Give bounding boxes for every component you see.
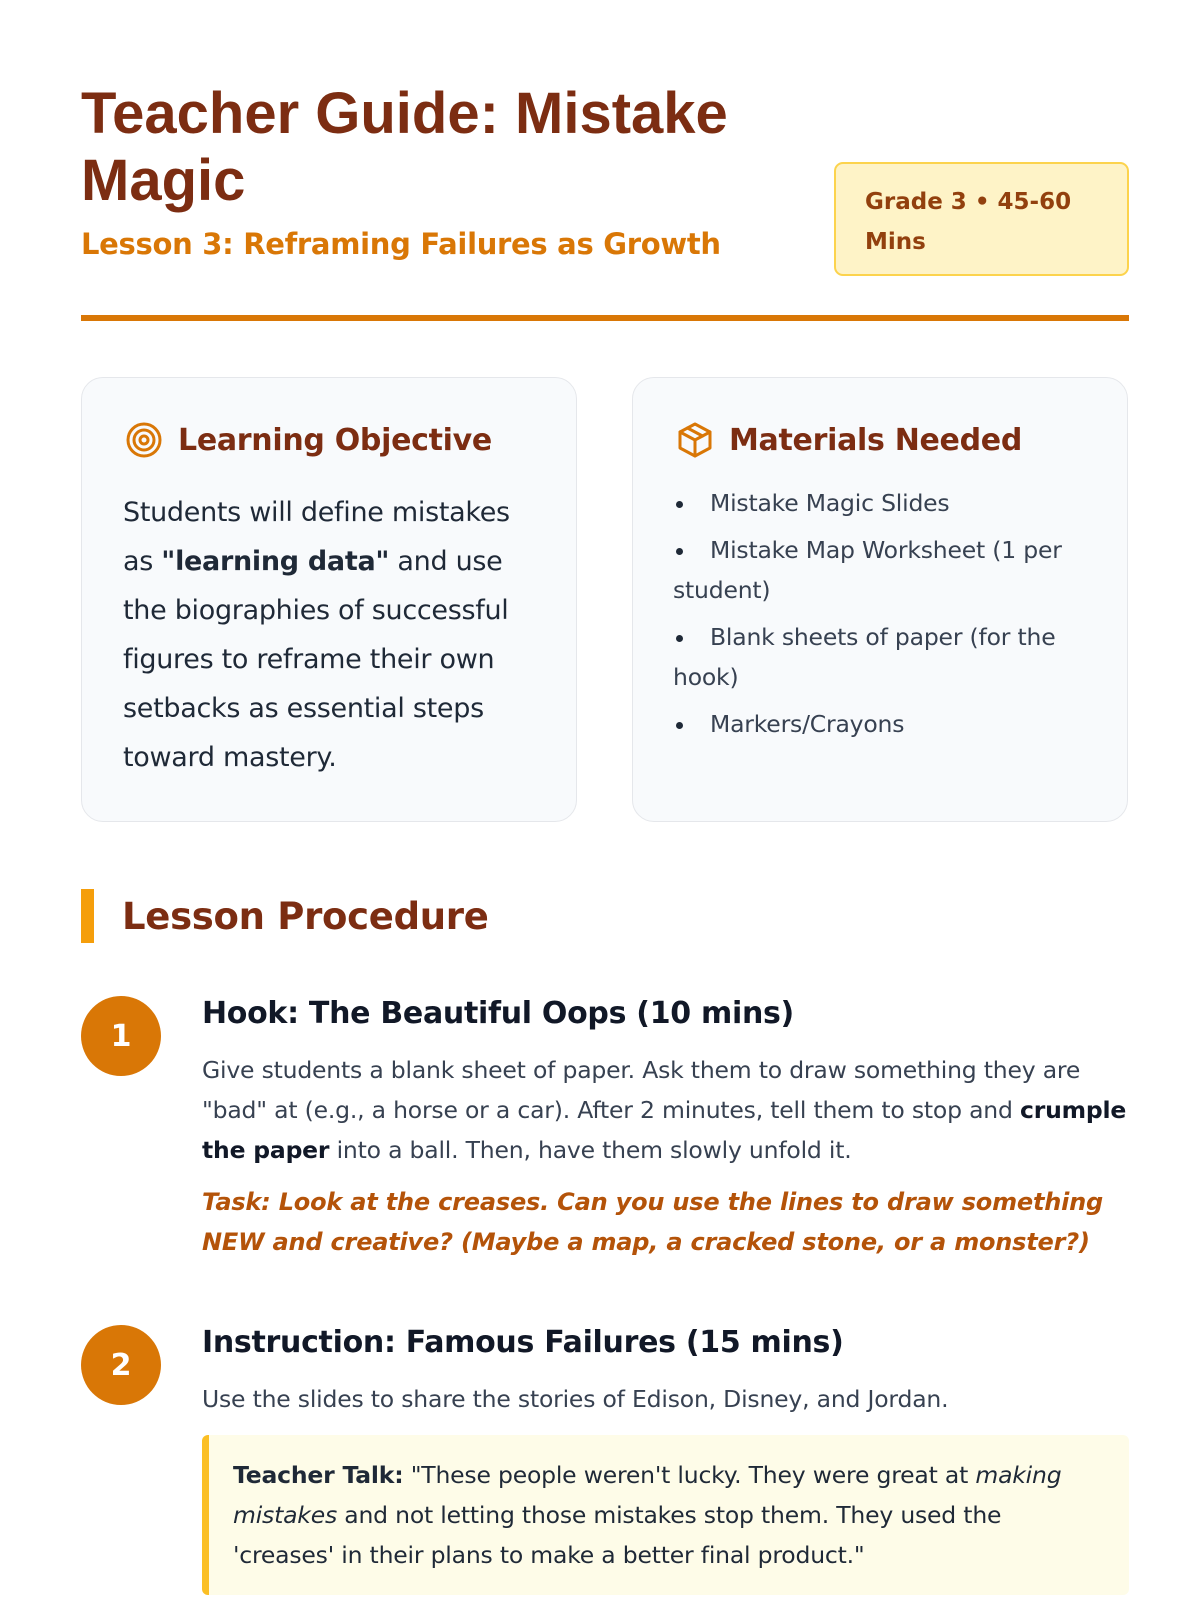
learning-objective-heading: Learning Objective (178, 422, 492, 458)
learning-objective-card (81, 377, 577, 822)
list-item: Mistake Map Worksheet (1 per student) (673, 530, 1103, 610)
box-icon (675, 420, 715, 460)
teacher-talk-label: Teacher Talk: (233, 1461, 404, 1489)
making-mistakes-emphasis: making mistakes (233, 1461, 1062, 1529)
lesson-procedure-heading (81, 889, 489, 943)
step-number-badge: 2 (81, 1325, 161, 1405)
page-title: Teacher Guide: Mistake Magic (81, 81, 728, 213)
step-title: Instruction: Famous Failures (15 mins) (202, 1325, 844, 1360)
list-item: Mistake Magic Slides (673, 483, 1103, 523)
step-description: Use the slides to share the stories of Edison, Disney, and Jordan. (202, 1385, 949, 1413)
target-icon (124, 420, 164, 460)
teacher-talk-callout: Teacher Talk: "These people weren't lucky. They were great at making mistakes and not letting those mistakes stop them. They used the 'creases' in their plans to make a better final product." (202, 1435, 1129, 1595)
grade-duration-badge: Grade 3 • 45-60 Mins (834, 162, 1129, 276)
list-item: Blank sheets of paper (for the hook) (673, 617, 1103, 697)
step-title: Hook: The Beautiful Oops (10 mins) (202, 996, 794, 1031)
page-header (81, 80, 1129, 324)
lesson-subtitle: Lesson 3: Reframing Failures as Growth (81, 227, 721, 261)
step-content (202, 1325, 1129, 1595)
materials-list (673, 483, 1103, 751)
learning-data-emphasis: "learning data" (161, 546, 390, 577)
materials-heading: Materials Needed (729, 422, 1022, 458)
materials-card (632, 377, 1128, 822)
crumple-emphasis: crumple the paper (202, 1096, 1127, 1164)
list-item: Markers/Crayons (673, 704, 1103, 744)
materials-header (675, 420, 1022, 460)
learning-objective-text: Students will define mistakes as "learning data" and use the biographies of successful figures to reframe their own setbacks as essential steps toward mastery. (123, 497, 510, 773)
step-number-badge: 1 (81, 996, 161, 1076)
lesson-procedure-title: Lesson Procedure (122, 894, 489, 938)
step-description: Give students a blank sheet of paper. Ask them to draw something they are "bad" at (e.g., a horse or a car). After 2 minutes, tell them to stop and crumple the paper into a ball. Then, have them slowly unfold it. (202, 1056, 1127, 1164)
heading-accent-bar (81, 889, 94, 943)
step-content (202, 996, 1129, 1262)
step-task: Task: Look at the creases. Can you use the lines to draw something NEW and creative? (Maybe a map, a cracked stone, or a monster?) (202, 1188, 1104, 1256)
header-divider (81, 315, 1129, 321)
learning-objective-header (124, 420, 492, 460)
